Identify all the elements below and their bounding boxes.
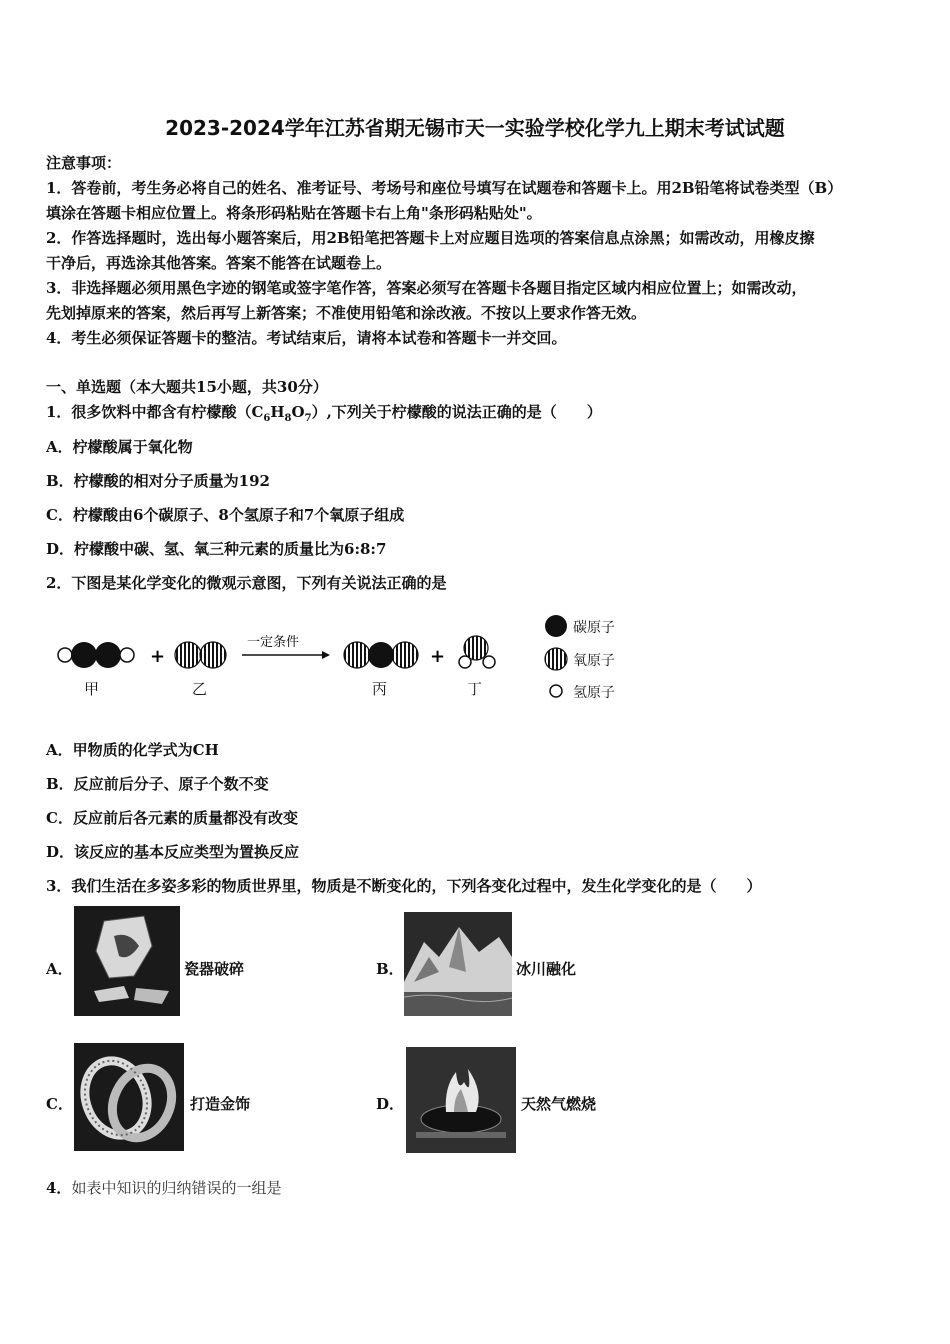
q2-option-b: B．反应前后分子、原子个数不变 [46, 775, 269, 793]
page-title: 2023-2024学年江苏省期无锡市天一实验学校化学九上期末考试试题 [165, 116, 785, 140]
label-jia: 甲 [84, 680, 100, 698]
q3-option-a-label: A． [46, 960, 73, 978]
molecule-bing [344, 642, 418, 668]
gas-burning-image [406, 1047, 516, 1153]
notice-line: 先划掉原来的答案，然后再写上新答案；不准使用铅笔和涂改液。不按以上要求作答无效。 [46, 304, 647, 322]
section-heading: 一、单选题（本大题共15小题，共30分） [46, 378, 328, 396]
reaction-condition: 一定条件 [247, 635, 300, 650]
legend-carbon-icon [545, 615, 567, 637]
q3-option-b-text: 冰川融化 [516, 960, 577, 978]
q3-option-d-text: 天然气燃烧 [521, 1095, 597, 1113]
molecule-jia [58, 642, 134, 668]
q3-option-a-text: 瓷器破碎 [184, 960, 245, 978]
question-1-stem: 1．很多饮料中都含有柠檬酸$(C_6H_8O_7)$,下列关于柠檬酸的说法正确的是（ ） [46, 403, 602, 424]
q1-option-c: C．柠檬酸由6个碳原子、8个氢原子和7个氧原子组成 [46, 506, 405, 524]
notice-line: 干净后，再选涂其他答案。答案不能答在试题卷上。 [46, 254, 392, 272]
q3-option-d-label: D． [376, 1095, 405, 1113]
q3-option-b-label: B． [376, 960, 404, 978]
broken-porcelain-image [74, 906, 180, 1016]
plus-sign-2: + [430, 646, 446, 667]
q3-option-c-text: 打造金饰 [190, 1095, 251, 1113]
q1-option-a: A．柠檬酸属于氧化物 [46, 438, 193, 456]
notice-line: 2．作答选择题时，选出每小题答案后，用2B铅笔把答题卡上对应题目选项的答案信息点涂黑；如需改动，用橡皮擦 [46, 229, 815, 247]
arrow-head [322, 651, 330, 659]
legend-oxygen: 氧原子 [573, 653, 615, 669]
gold-rings-image [74, 1043, 184, 1151]
notice-line: 3．非选择题必须用黑色字迹的钢笔或签字笔作答，答案必须写在答题卡各题目指定区域内相应位置上；如需改动， [46, 279, 807, 297]
plus-sign-1: + [150, 646, 166, 667]
glacier-melting-image [404, 912, 512, 1016]
notice-line: 1．答卷前，考生务必将自己的姓名、准考证号、考场号和座位号填写在试题卷和答题卡上。用2B铅笔将试卷类型（B） [46, 179, 843, 197]
q2-option-c: C．反应前后各元素的质量都没有改变 [46, 809, 298, 827]
molecule-ding [459, 636, 495, 668]
legend-oxygen-icon [545, 648, 567, 670]
notice-line: 4．考生必须保证答题卡的整洁。考试结束后，请将本试卷和答题卡一并交回。 [46, 329, 567, 347]
notice-line: 填涂在答题卡相应位置上。将条形码粘贴在答题卡右上角"条形码粘贴处"。 [46, 204, 542, 222]
label-bing: 丙 [372, 680, 388, 698]
reaction-svg [52, 608, 632, 708]
reaction-diagram [52, 608, 632, 708]
legend-hydrogen: 氢原子 [573, 685, 615, 701]
question-4-stem: 4．如表中知识的归纳错误的一组是 [46, 1179, 282, 1197]
legend-carbon: 碳原子 [573, 620, 615, 636]
label-ding: 丁 [467, 680, 483, 698]
q2-option-d: D．该反应的基本反应类型为置换反应 [46, 843, 300, 861]
q1-option-d: D．柠檬酸中碳、氢、氧三种元素的质量比为6:8:7 [46, 540, 387, 558]
molecule-yi [175, 642, 226, 668]
q3-option-c-label: C． [46, 1095, 73, 1113]
legend-hydrogen-icon [550, 685, 562, 697]
q2-option-a: A．甲物质的化学式为CH [46, 741, 219, 759]
q1-option-b: B．柠檬酸的相对分子质量为192 [46, 472, 270, 490]
question-3-stem: 3．我们生活在多姿多彩的物质世界里，物质是不断变化的，下列各变化过程中，发生化学变化的是（ ） [46, 877, 762, 895]
label-yi: 乙 [192, 680, 208, 698]
notice-heading: 注意事项： [46, 154, 122, 172]
question-2-stem: 2．下图是某化学变化的微观示意图，下列有关说法正确的是 [46, 574, 447, 592]
